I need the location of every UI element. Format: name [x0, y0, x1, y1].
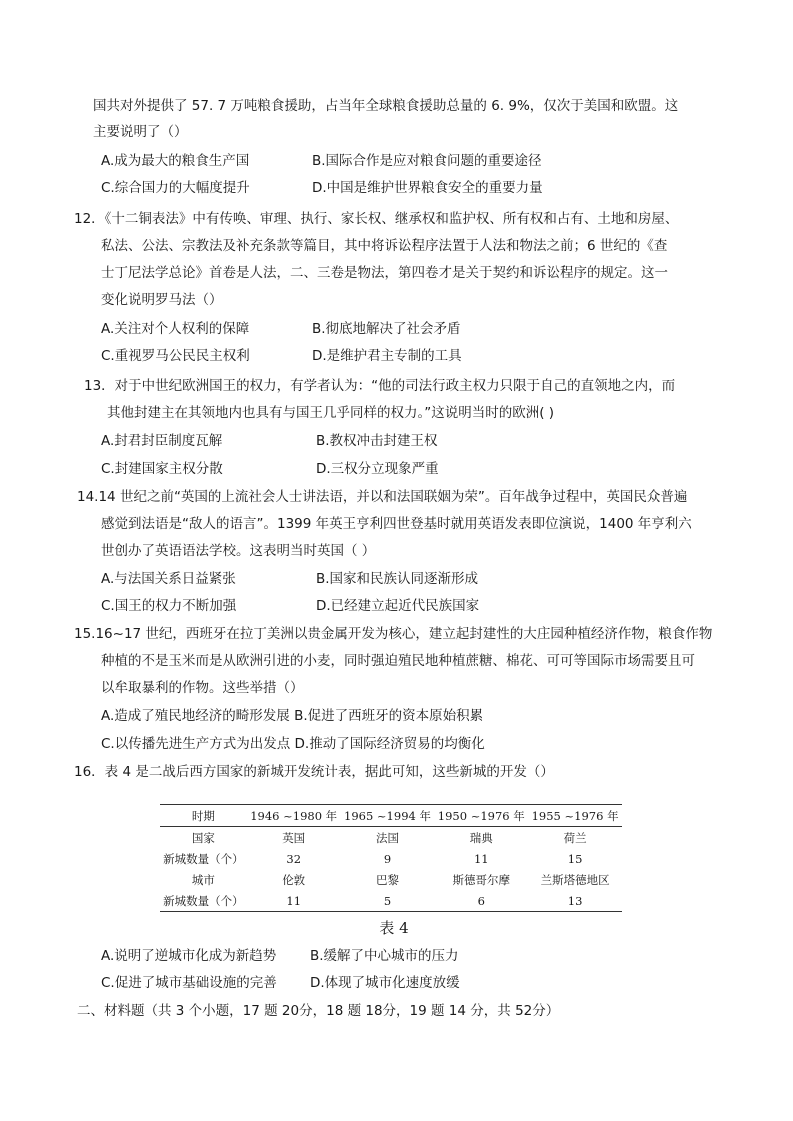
- q16-option-a: A.说明了逆城市化成为新趋势: [101, 948, 277, 964]
- q12-line-2: 私法、公法、宗教法及补充条款等篇目，其中将诉讼程序法置于人法和物法之前；6 世纪的《查: [101, 238, 668, 254]
- table-cell: 城市: [191, 872, 215, 887]
- table-cell: 11: [473, 851, 489, 866]
- q12-option-d: D.是维护君主专制的工具: [312, 348, 462, 364]
- q15-line-2: 种植的不是玉米而是从欧洲引进的小麦，同时强迫殖民地种植蔗糖、棉花、可可等国际市场需要且可: [101, 653, 695, 669]
- q16-option-c: C.促进了城市基础设施的完善: [101, 975, 277, 991]
- table-cell: 1950 ~1976 年: [434, 805, 528, 827]
- table-cell: 巴黎: [375, 872, 399, 887]
- table-row: [160, 890, 622, 912]
- q13-option-b: B.教权冲击封建王权: [316, 433, 438, 449]
- q14-option-b: B.国家和民族认同逐渐形成: [316, 571, 479, 587]
- table-cell: 15: [567, 851, 583, 866]
- q16-option-d: D.体现了城市化速度放缓: [310, 975, 460, 991]
- q11-option-b: B.国际合作是应对粮食问题的重要途径: [312, 153, 542, 169]
- q15-option-ab: A.造成了殖民地经济的畸形发展 B.促进了西班牙的资本原始积累: [101, 708, 484, 724]
- table-cell: 11: [247, 890, 341, 912]
- section-2-heading: 二、材料题（共 3 个小题，17 题 20分，18 题 18分，19 题 14 分，共 52分）: [77, 1003, 560, 1019]
- table-cell: 32: [286, 851, 302, 866]
- q15-option-cd: C.以传播先进生产方式为出发点 D.推动了国际经济贸易的均衡化: [101, 736, 485, 752]
- q16-option-b: B.缓解了中心城市的压力: [310, 948, 459, 964]
- q16-line-1: 16．表 4 是二战后西方国家的新城开发统计表，据此可知，这些新城的开发（）: [74, 764, 554, 780]
- q13-option-c: C.封建国家主权分散: [101, 461, 223, 477]
- table-cell: 13: [528, 890, 622, 912]
- table-cell: 兰斯塔德地区: [540, 872, 610, 887]
- q12-option-c: C.重视罗马公民民主权利: [101, 348, 250, 364]
- new-town-stats-table: [160, 804, 622, 912]
- q11-option-a: A.成为最大的粮食生产国: [101, 153, 250, 169]
- q12-option-b: B.彻底地解决了社会矛盾: [312, 321, 461, 337]
- q12-line-3: 士丁尼法学总论》首卷是人法，二、三卷是物法，第四卷才是关于契约和诉讼程序的规定。这一: [101, 265, 668, 281]
- q14-line-2: 感觉到法语是“敌人的语言”。1399 年英王亨利四世登基时就用英语发表即位演说，1400 年亨利六: [101, 516, 692, 532]
- q14-option-d: D.已经建立起近代民族国家: [316, 598, 480, 614]
- q12-line-4: 变化说明罗马法（）: [101, 292, 223, 308]
- table-cell: 国家: [191, 830, 215, 845]
- q12-line-1: 12．《十二铜表法》中有传唤、审理、执行、家长权、继承权和监护权、所有权和占有、土地和房屋、: [74, 211, 679, 227]
- table-cell: 5: [341, 890, 435, 912]
- q12-option-a: A.关注对个人权利的保障: [101, 321, 250, 337]
- q11-option-c: C.综合国力的大幅度提升: [101, 180, 250, 196]
- table-cell: 1946 ~1980 年: [247, 805, 341, 827]
- table-cell: 1955 ~1976 年: [528, 805, 622, 827]
- q14-option-c: C.国王的权力不断加强: [101, 598, 237, 614]
- table-cell: 斯德哥尔摩: [452, 872, 511, 887]
- table-cell: 英国: [282, 830, 306, 845]
- q11-line-2: 主要说明了（）: [93, 124, 188, 140]
- table-header-row: [160, 805, 622, 827]
- table-cell: 新城数量（个）: [163, 851, 244, 866]
- q14-line-1: 14.14 世纪之前“英国的上流社会人士讲法语，并以和法国联姻为荣”。百年战争过程中，英国民众普遍: [77, 489, 688, 505]
- table-cell: 法国: [375, 830, 399, 845]
- q13-option-a: A.封君封臣制度瓦解: [101, 433, 223, 449]
- q11-line-1: 国共对外提供了 57. 7 万吨粮食援助，占当年全球粮食援助总量的 6. 9%，仅次于美国和欧盟。这: [93, 98, 679, 114]
- q15-line-3: 以牟取暴利的作物。这些举措（）: [101, 680, 304, 696]
- table-cell: 6: [434, 890, 528, 912]
- q13-line-2: 其他封建主在其领地内也具有与国王几乎同样的权力。”这说明当时的欧洲( ): [107, 405, 555, 421]
- table-cell: 荷兰: [563, 830, 587, 845]
- table-row: [160, 827, 622, 849]
- q13-option-d: D.三权分立现象严重: [316, 461, 439, 477]
- q13-line-1: 13．对于中世纪欧洲国王的权力，有学者认为：“他的司法行政主权力只限于自己的直领地之内，而: [84, 378, 676, 394]
- table-cell: 伦敦: [282, 872, 306, 887]
- q14-option-a: A.与法国关系日益紧张: [101, 571, 236, 587]
- table-row: [160, 869, 622, 890]
- table-caption: 表 4: [379, 919, 409, 937]
- table-row: [160, 848, 622, 869]
- table-cell: 瑞典: [469, 830, 493, 845]
- q14-line-3: 世创办了英语语法学校。这表明当时英国（ ）: [101, 543, 376, 559]
- table-cell: 时期: [160, 805, 247, 827]
- q11-option-d: D.中国是维护世界粮食安全的重要力量: [312, 180, 543, 196]
- table-cell: 9: [383, 851, 392, 866]
- table-cell: 新城数量（个）: [160, 890, 247, 912]
- q15-line-1: 15.16~17 世纪，西班牙在拉丁美洲以贵金属开发为核心，建立起封建性的大庄园种植经济作物，粮食作物: [74, 626, 713, 642]
- table-cell: 1965 ~1994 年: [341, 805, 435, 827]
